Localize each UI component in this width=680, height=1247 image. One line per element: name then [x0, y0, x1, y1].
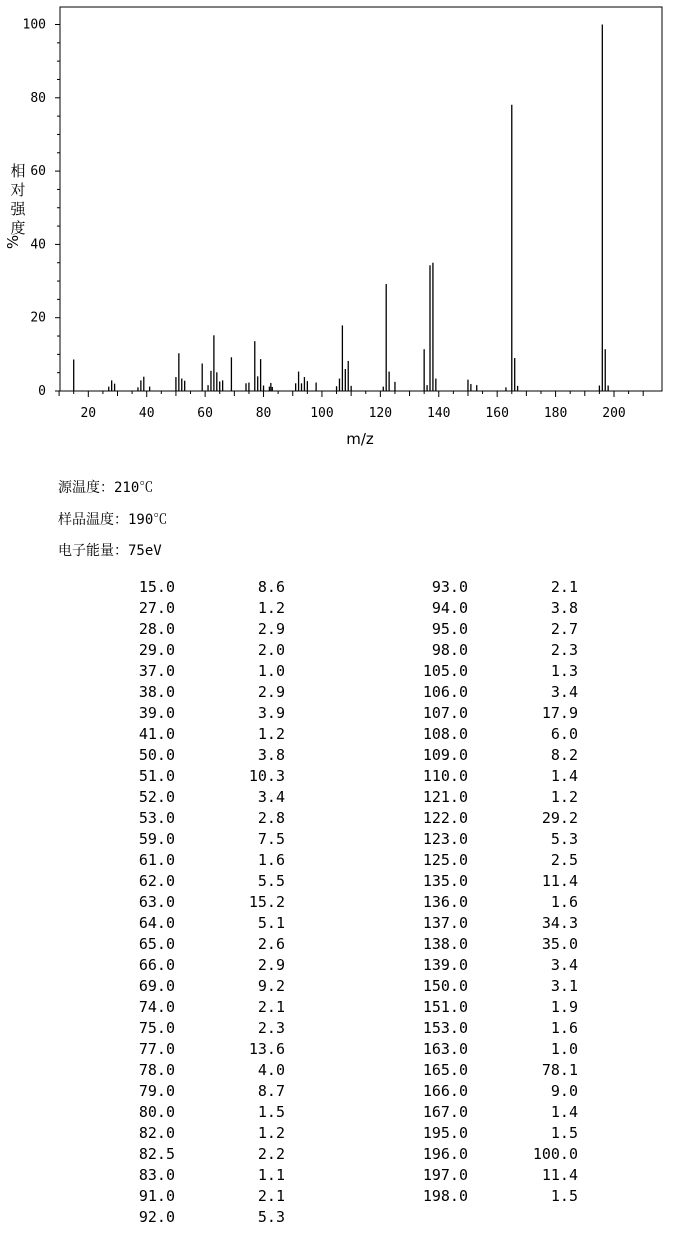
table-cell: 8.6 — [257, 578, 285, 596]
plot-frame — [60, 7, 662, 391]
table-cell: 2.3 — [550, 641, 578, 659]
table-cell: 106.0 — [422, 683, 468, 701]
table-cell: 2.1 — [550, 578, 578, 596]
table-cell: 9.2 — [257, 977, 285, 995]
table-cell: 1.5 — [550, 1187, 578, 1205]
table-cell: 2.0 — [257, 641, 285, 659]
table-cell: 2.5 — [550, 851, 578, 869]
table-cell: 51.0 — [138, 767, 175, 785]
table-cell: 121.0 — [422, 788, 468, 806]
table-cell: 91.0 — [138, 1187, 175, 1205]
table-cell: 53.0 — [138, 809, 175, 827]
table-cell: 82.5 — [138, 1145, 175, 1163]
table-cell: 1.4 — [550, 767, 578, 785]
table-cell: 59.0 — [138, 830, 175, 848]
axis-labels — [4, 18, 626, 449]
table-cell: 2.3 — [257, 1019, 285, 1037]
table-cell: 38.0 — [138, 683, 175, 701]
table-cell: 8.2 — [550, 746, 578, 764]
table-cell: 137.0 — [422, 914, 468, 932]
table-cell: 41.0 — [138, 725, 175, 743]
table-cell: 123.0 — [422, 830, 468, 848]
table-cell: 3.4 — [257, 788, 285, 806]
table-cell: 3.8 — [257, 746, 285, 764]
table-cell: 2.9 — [257, 956, 285, 974]
table-cell: 105.0 — [422, 662, 468, 680]
axes — [55, 7, 662, 397]
x-tick-label: 140 — [427, 406, 451, 421]
table-cell: 109.0 — [422, 746, 468, 764]
table-cell: 3.4 — [550, 956, 578, 974]
table-cell: 27.0 — [138, 599, 175, 617]
table-cell: 5.3 — [257, 1208, 285, 1226]
table-cell: 100.0 — [532, 1145, 578, 1163]
table-cell: 1.2 — [257, 599, 285, 617]
y-axis-title-char: 强 — [10, 200, 26, 218]
table-cell: 135.0 — [422, 872, 468, 890]
table-cell: 122.0 — [422, 809, 468, 827]
table-cell: 1.5 — [550, 1124, 578, 1142]
electron-energy: 电子能量：75eV — [58, 543, 162, 559]
table-cell: 2.9 — [257, 683, 285, 701]
table-cell: 3.9 — [257, 704, 285, 722]
y-tick-label: 100 — [22, 17, 46, 33]
table-cell: 50.0 — [138, 746, 175, 764]
y-tick-label: 20 — [30, 310, 46, 326]
mass-spectrum-chart — [0, 0, 680, 460]
table-cell: 1.2 — [257, 725, 285, 743]
table-cell: 2.1 — [257, 1187, 285, 1205]
table-cell: 1.3 — [550, 662, 578, 680]
x-tick-label: 120 — [368, 406, 393, 421]
table-cell: 110.0 — [422, 767, 468, 785]
table-cell: 5.1 — [257, 914, 285, 932]
x-tick-label: 180 — [543, 406, 568, 421]
table-cell: 1.9 — [550, 998, 578, 1016]
table-cell: 5.5 — [257, 872, 285, 890]
table-cell: 1.2 — [550, 788, 578, 806]
table-cell: 3.4 — [550, 683, 578, 701]
table-cell: 17.9 — [541, 704, 578, 722]
table-cell: 196.0 — [422, 1145, 468, 1163]
source-temperature: 源温度：210℃ — [58, 480, 154, 496]
table-cell: 5.3 — [550, 830, 578, 848]
table-cell: 34.3 — [541, 914, 578, 932]
spectrum-peaks — [74, 25, 608, 392]
table-cell: 75.0 — [138, 1019, 175, 1037]
table-cell: 151.0 — [422, 998, 468, 1016]
x-tick-label: 40 — [138, 406, 155, 421]
table-cell: 165.0 — [422, 1061, 468, 1079]
table-cell: 80.0 — [138, 1103, 175, 1121]
x-tick-label: 80 — [255, 406, 272, 421]
table-cell: 2.7 — [550, 620, 578, 638]
peak-table — [0, 577, 680, 1237]
table-cell: 197.0 — [422, 1166, 468, 1184]
table-cell: 1.5 — [257, 1103, 285, 1121]
table-cell: 3.8 — [550, 599, 578, 617]
table-cell: 29.0 — [138, 641, 175, 659]
table-cell: 1.2 — [257, 1124, 285, 1142]
x-tick-label: 160 — [485, 406, 509, 421]
table-cell: 64.0 — [138, 914, 175, 932]
table-cell: 79.0 — [138, 1082, 175, 1100]
y-tick-label: 40 — [30, 237, 46, 253]
x-tick-label: 60 — [197, 406, 213, 421]
table-cell: 1.6 — [550, 1019, 578, 1037]
table-cell: 69.0 — [138, 977, 175, 995]
table-cell: 1.4 — [550, 1103, 578, 1121]
table-cell: 29.2 — [541, 809, 578, 827]
table-cell: 1.0 — [257, 662, 285, 680]
table-cell: 108.0 — [422, 725, 468, 743]
table-cell: 3.1 — [550, 977, 578, 995]
table-cell: 95.0 — [431, 620, 468, 638]
table-cell: 167.0 — [422, 1103, 468, 1121]
x-tick-label: 100 — [310, 406, 334, 421]
table-cell: 138.0 — [422, 935, 468, 953]
table-cell: 153.0 — [422, 1019, 468, 1037]
table-cell: 136.0 — [422, 893, 468, 911]
table-cell: 39.0 — [138, 704, 175, 722]
table-cell: 195.0 — [422, 1124, 468, 1142]
table-cell: 28.0 — [138, 620, 175, 638]
table-cell: 9.0 — [550, 1082, 578, 1100]
table-cell: 98.0 — [431, 641, 468, 659]
right-mz-column — [388, 577, 468, 1207]
table-cell: 83.0 — [138, 1166, 175, 1184]
y-tick-label: 0 — [38, 384, 46, 399]
table-cell: 2.1 — [257, 998, 285, 1016]
table-cell: 125.0 — [422, 851, 468, 869]
y-tick-label: 60 — [30, 164, 46, 180]
table-cell: 1.0 — [550, 1040, 578, 1058]
x-tick-label: 20 — [80, 406, 97, 421]
table-cell: 2.2 — [257, 1145, 285, 1163]
table-cell: 65.0 — [138, 935, 175, 953]
right-intensity-column — [498, 577, 578, 1207]
x-axis-title: m/z — [346, 430, 374, 448]
table-cell: 61.0 — [138, 851, 175, 869]
table-cell: 1.6 — [257, 851, 285, 869]
table-cell: 63.0 — [138, 893, 175, 911]
x-tick-label: 200 — [602, 406, 626, 421]
left-intensity-column — [205, 577, 285, 1228]
table-cell: 82.0 — [138, 1124, 175, 1142]
y-axis-title-char: 对 — [10, 181, 26, 199]
table-cell: 78.0 — [138, 1061, 175, 1079]
table-cell: 66.0 — [138, 956, 175, 974]
table-cell: 94.0 — [431, 599, 468, 617]
table-cell: 4.0 — [257, 1061, 285, 1079]
table-cell: 11.4 — [541, 872, 578, 890]
table-cell: 1.1 — [257, 1166, 285, 1184]
table-cell: 13.6 — [248, 1040, 285, 1058]
table-cell: 77.0 — [138, 1040, 175, 1058]
table-cell: 107.0 — [422, 704, 468, 722]
table-cell: 93.0 — [431, 578, 468, 596]
table-cell: 37.0 — [138, 662, 175, 680]
table-cell: 74.0 — [138, 998, 175, 1016]
y-axis-title-char: 相 — [10, 162, 26, 180]
table-cell: 6.0 — [550, 725, 578, 743]
y-axis-title-char: % — [4, 234, 22, 250]
y-axis-title-char: 度 — [10, 219, 26, 237]
table-cell: 35.0 — [541, 935, 578, 953]
table-cell: 150.0 — [422, 977, 468, 995]
table-cell: 139.0 — [422, 956, 468, 974]
table-cell: 7.5 — [257, 830, 285, 848]
table-cell: 1.6 — [550, 893, 578, 911]
table-cell: 166.0 — [422, 1082, 468, 1100]
table-cell: 163.0 — [422, 1040, 468, 1058]
table-cell: 92.0 — [138, 1208, 175, 1226]
left-mz-column — [95, 577, 175, 1228]
table-cell: 11.4 — [541, 1166, 578, 1184]
table-cell: 62.0 — [138, 872, 175, 890]
table-cell: 15.0 — [138, 578, 175, 596]
table-cell: 198.0 — [422, 1187, 468, 1205]
table-cell: 10.3 — [248, 767, 285, 785]
sample-temperature: 样品温度：190℃ — [58, 512, 168, 528]
table-cell: 2.6 — [257, 935, 285, 953]
y-tick-label: 80 — [30, 90, 46, 106]
table-cell: 15.2 — [248, 893, 285, 911]
table-cell: 52.0 — [138, 788, 175, 806]
table-cell: 78.1 — [541, 1061, 578, 1079]
table-cell: 2.9 — [257, 620, 285, 638]
table-cell: 8.7 — [257, 1082, 285, 1100]
table-cell: 2.8 — [257, 809, 285, 827]
